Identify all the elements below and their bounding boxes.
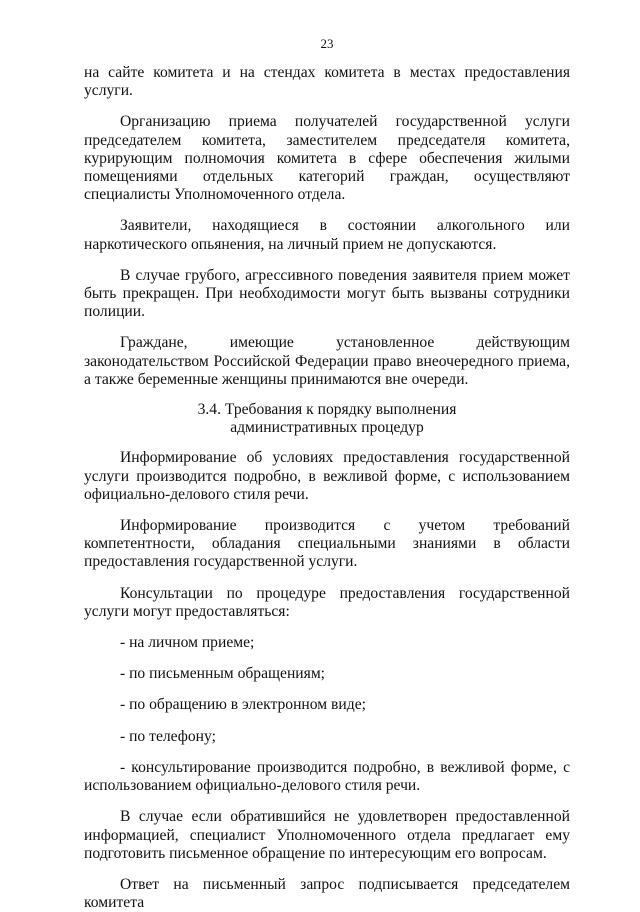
paragraph-aggressive-behavior: В случае грубого, агрессивного поведения заявителя прием может быть прекращен. При необходимости могут быть вызваны сотрудники полиции. — [84, 266, 570, 321]
section-heading-line-2: административных процедур — [230, 419, 424, 437]
section-heading — [84, 401, 570, 437]
page-number: 23 — [320, 36, 334, 51]
list-item: - по телефону; — [120, 727, 216, 745]
paragraph-continuation: на сайте комитета и на стендах комитета в местах предоставления услуги. — [84, 64, 570, 100]
paragraph-informing-competence: Информирование производится с учетом требований компетентности, обладания специальными знаниями в области предоставления государственной услуги. — [84, 517, 570, 571]
paragraph-unsatisfied-applicant: В случае если обратившийся не удовлетворен предоставленной информацией, специалист Уполномоченного отдела предлагает ему подготовить письменное обращение по интересующим его вопросам. — [84, 808, 570, 862]
list-item: - по письменным обращениям; — [120, 665, 326, 683]
document-body — [84, 64, 570, 912]
list-item: - на личном приеме; — [120, 634, 255, 652]
section-heading-line-1: 3.4. Требования к порядку выполнения — [197, 401, 457, 419]
paragraph-consulting-style: - консультирование производится подробно, в вежливой форме, с использованием официально-делового стиля речи. — [84, 758, 570, 795]
paragraph-reception-organization: Организацию приема получателей государственной услуги председателем комитета, заместителем председателя комитета, курирующим полномочия комитета в сфере обеспечения жилыми помещениями отдельных категорий граждан, осуществляют специалисты Уполномоченного отдела. — [84, 113, 570, 204]
list-item: - по обращению в электронном виде; — [120, 696, 366, 714]
paragraph-informing-conditions: Информирование об условиях предоставления государственной услуги производится подробно, в вежливой форме, с использованием официально-делового стиля речи. — [84, 449, 570, 503]
paragraph-consultations: Консультации по процедуре предоставления государственной услуги могут предоставляться: — [84, 584, 570, 620]
paragraph-written-response: Ответ на письменный запрос подписывается председателем комитета — [84, 875, 570, 912]
paragraph-intoxicated-applicants: Заявители, находящиеся в состоянии алкогольного или наркотического опьянения, на личный прием не допускаются. — [84, 217, 570, 253]
paragraph-priority-reception: Граждане, имеющие установленное действующим законодательством Российской Федерации право внеочередного приема, а также беременные женщины принимаются вне очереди. — [84, 334, 570, 388]
